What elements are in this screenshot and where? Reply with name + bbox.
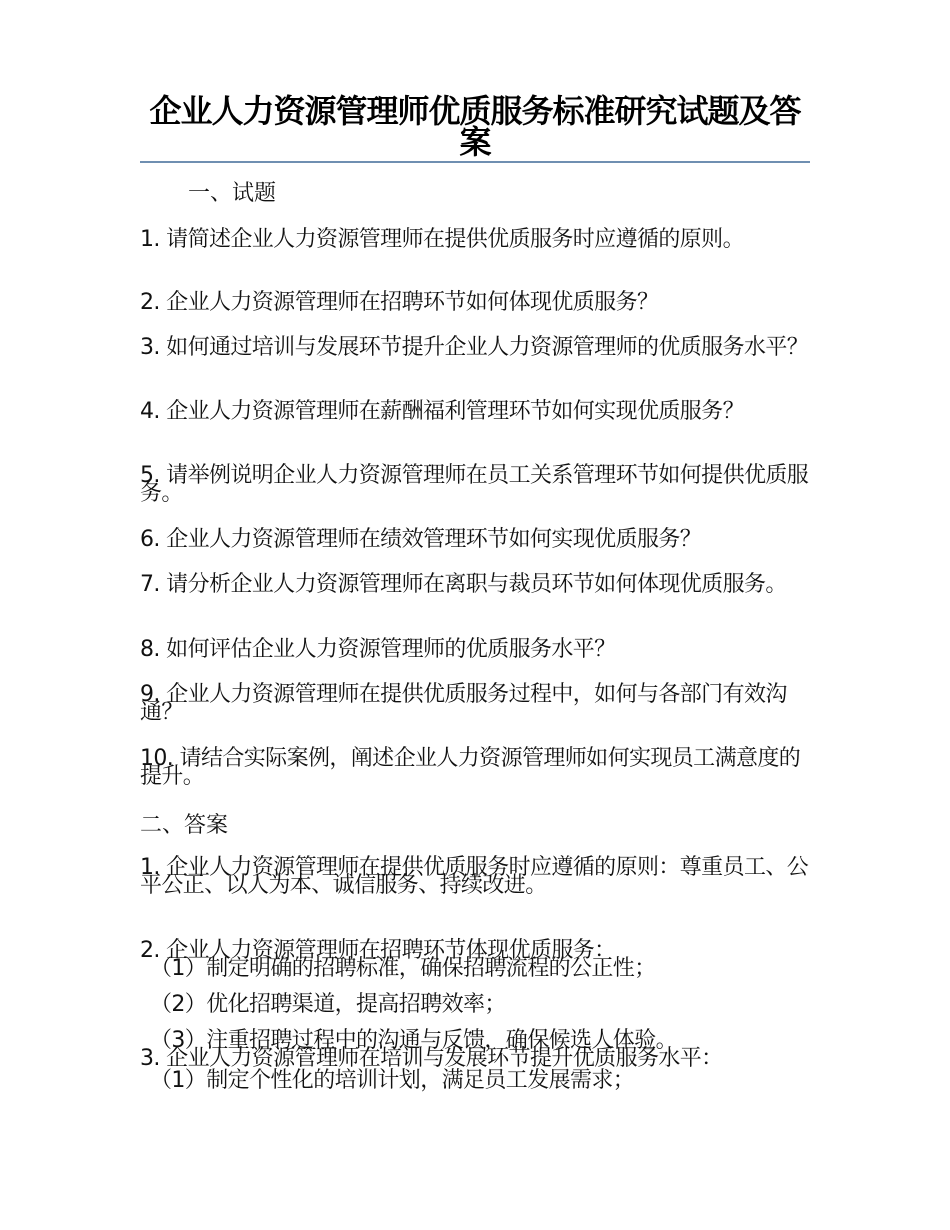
question-10: 10. 请结合实际案例，阐述企业人力资源管理师如何实现员工满意度的提升。 [140, 746, 801, 789]
question-5: 5. 请举例说明企业人力资源管理师在员工关系管理环节如何提供优质服务。 [140, 463, 809, 506]
answer-2-item-1: （1）制定明确的招聘标准，确保招聘流程的公正性； [150, 956, 656, 981]
question-6: 6. 企业人力资源管理师在绩效管理环节如何实现优质服务？ [140, 527, 702, 552]
question-2: 2. 企业人力资源管理师在招聘环节如何体现优质服务？ [140, 290, 659, 315]
question-7: 7. 请分析企业人力资源管理师在离职与裁员环节如何体现优质服务。 [140, 572, 787, 597]
answer-2-item-3: （3）注重招聘过程中的沟通与反馈，确保候选人体验。 [150, 1028, 677, 1053]
question-8: 8. 如何评估企业人力资源管理师的优质服务水平？ [140, 637, 616, 662]
answer-3-item-1: （1）制定个性化的培训计划，满足员工发展需求； [150, 1068, 635, 1093]
question-1: 1. 请简述企业人力资源管理师在提供优质服务时应遵循的原则。 [140, 227, 744, 252]
answer-3-text: 3. 企业人力资源管理师在培训与发展环节提升优质服务水平： [140, 1046, 723, 1071]
document-title: 企业人力资源管理师优质服务标准研究试题及答案 [149, 92, 801, 161]
answer-2-text: 2. 企业人力资源管理师在招聘环节体现优质服务： [140, 938, 616, 963]
question-4: 4. 企业人力资源管理师在薪酬福利管理环节如何实现优质服务？ [140, 399, 744, 424]
question-9: 9. 企业人力资源管理师在提供优质服务过程中，如何与各部门有效沟通？ [140, 682, 787, 725]
questions-heading: 一、试题 [188, 181, 277, 206]
answer-1: 1. 企业人力资源管理师在提供优质服务时应遵循的原则：尊重员工、公平公正、以人为本、诚信服务、持续改进。 [140, 855, 809, 898]
answers-heading: 二、答案 [140, 813, 229, 838]
answer-3 [140, 1028, 810, 1108]
title-underline [140, 161, 810, 163]
answer-2-item-2: （2）优化招聘渠道，提高招聘效率； [150, 992, 506, 1017]
question-3: 3. 如何通过培训与发展环节提升企业人力资源管理师的优质服务水平？ [140, 335, 809, 360]
